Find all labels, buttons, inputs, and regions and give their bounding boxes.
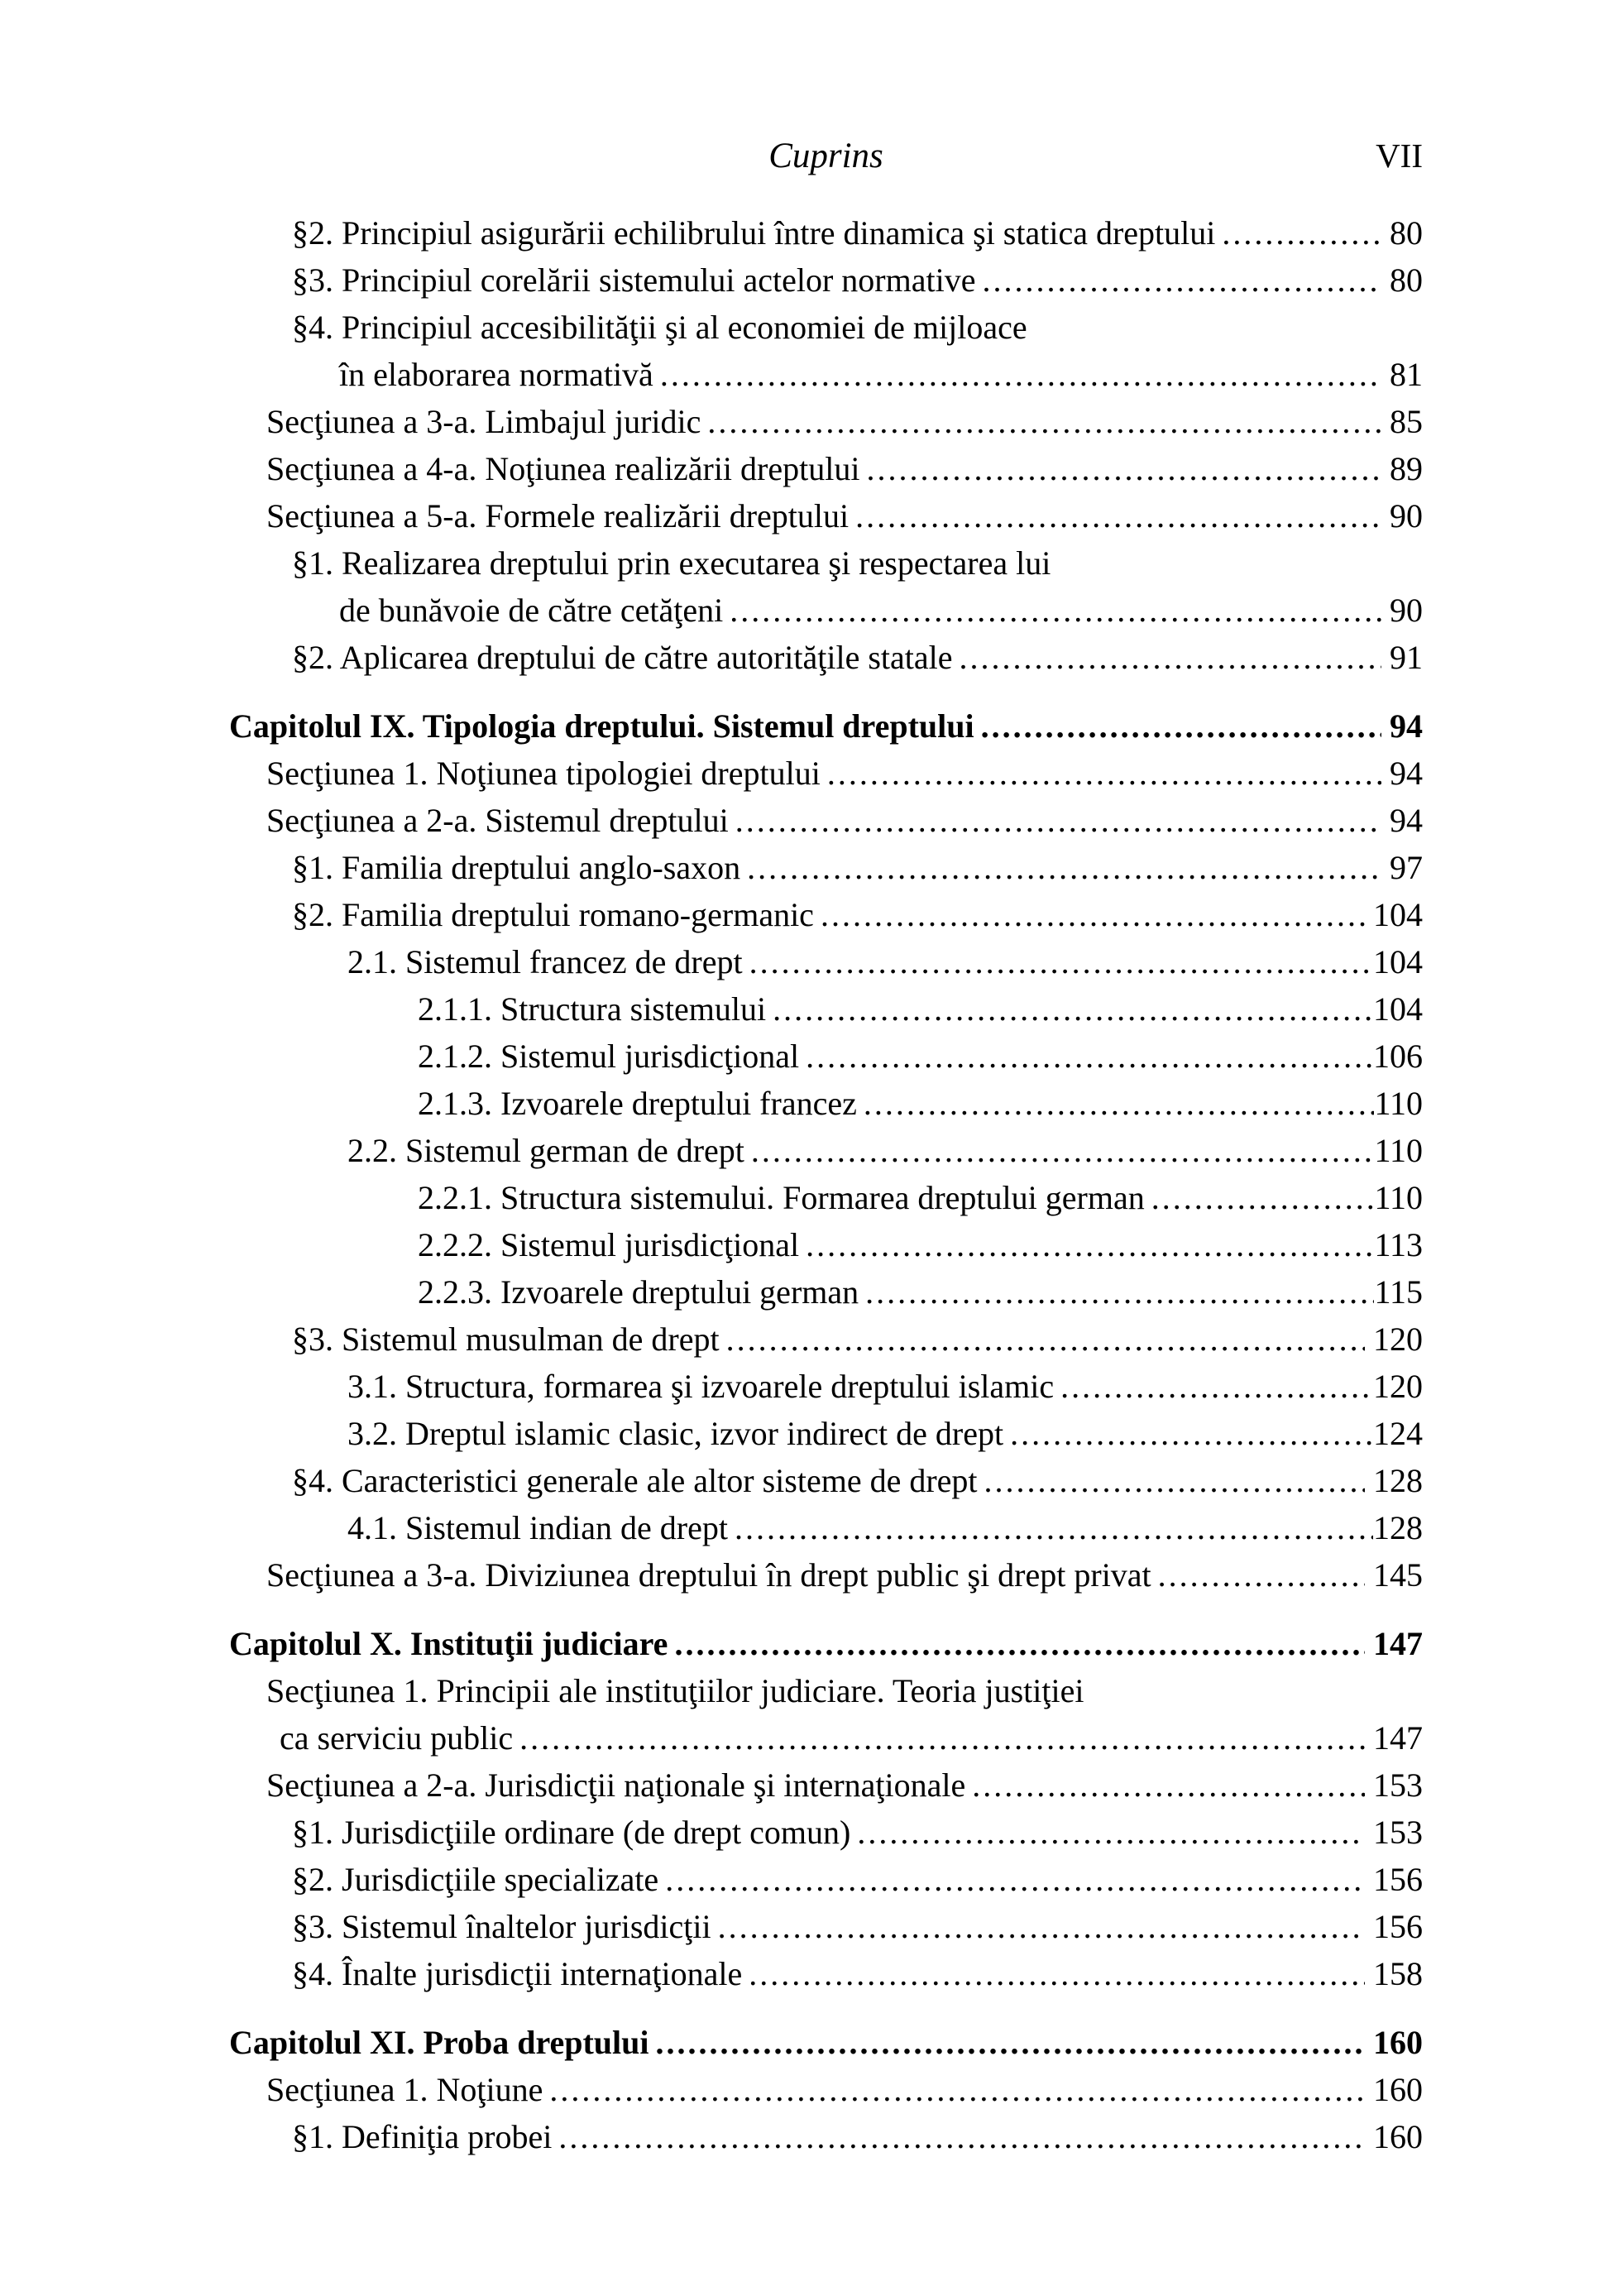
dot-leader — [984, 1457, 1365, 1504]
page-header — [229, 132, 1423, 180]
toc-entry-label: §3. Principiul corelării sistemului actelor normative — [292, 261, 976, 299]
dot-leader — [726, 1316, 1365, 1363]
toc-row — [292, 1457, 1423, 1504]
toc-row — [418, 1221, 1423, 1268]
toc-entry-page: 158 — [1373, 1955, 1423, 1992]
toc-entry-page: 80 — [1390, 261, 1423, 299]
toc-entry-label: §2. Principiul asigurării echilibrului între dinamica şi statica dreptului — [292, 214, 1216, 252]
toc-entry-label: 3.2. Dreptul islamic clasic, izvor indirect de drept — [347, 1415, 1004, 1452]
toc-row — [266, 2066, 1423, 2113]
toc-row — [418, 1033, 1423, 1080]
dot-leader — [1222, 209, 1381, 256]
toc-entry-label: Capitolul IX. Tipologia dreptului. Sistemul dreptului — [229, 707, 974, 745]
dot-leader — [865, 1268, 1374, 1316]
dot-leader — [981, 702, 1381, 750]
dot-leader — [855, 492, 1381, 539]
toc-row — [266, 1667, 1423, 1714]
toc-entry-page: 113 — [1374, 1226, 1423, 1263]
dot-leader — [806, 1221, 1374, 1268]
toc-row — [292, 539, 1423, 587]
toc-entry-label: 3.1. Structura, formarea şi izvoarele dreptului islamic — [347, 1368, 1055, 1405]
toc-entry-page: 104 — [1373, 943, 1423, 980]
toc-row — [292, 209, 1423, 256]
dot-leader — [730, 587, 1381, 634]
toc-entry-label: Secţiunea a 5-a. Formele realizării dreptului — [266, 497, 850, 534]
toc-row — [292, 634, 1423, 681]
toc-entry-page: 104 — [1373, 990, 1423, 1028]
toc-entry-page: 147 — [1373, 1719, 1423, 1757]
toc-row — [266, 445, 1423, 492]
toc-entry-label: §1. Familia dreptului anglo-saxon — [292, 849, 741, 886]
dot-leader — [1010, 1410, 1373, 1457]
toc-entry-label: 2.2.1. Structura sistemului. Formarea dreptului german — [418, 1179, 1145, 1216]
dot-leader — [707, 398, 1381, 445]
toc-row — [292, 1903, 1423, 1950]
toc-entry-label: Capitolul XI. Proba dreptului — [229, 2024, 649, 2061]
dot-leader — [857, 1809, 1365, 1856]
toc-row — [292, 1950, 1423, 1997]
toc-entry-page: 97 — [1390, 849, 1423, 886]
toc-row — [339, 587, 1423, 634]
dot-leader — [1060, 1363, 1373, 1410]
toc-entry-label: Capitolul X. Instituţii judiciare — [229, 1625, 668, 1662]
toc-entry-label: §3. Sistemul înaltelor jurisdicţii — [292, 1908, 711, 1945]
toc-list — [229, 209, 1423, 2160]
toc-row — [292, 844, 1423, 891]
toc-row — [339, 351, 1423, 398]
toc-row — [418, 1080, 1423, 1127]
dot-leader — [1151, 1174, 1375, 1221]
toc-entry-label: Secţiunea a 4-a. Noţiunea realizării dreptului — [266, 450, 860, 487]
toc-entry-label: 2.2.3. Izvoarele dreptului german — [418, 1273, 859, 1311]
toc-entry-label: 2.2. Sistemul german de drept — [347, 1132, 744, 1169]
toc-entry-label: §4. Înalte jurisdicţii internaţionale — [292, 1955, 743, 1992]
toc-entry-page: 160 — [1373, 2024, 1423, 2061]
toc-row — [347, 1127, 1423, 1174]
toc-row — [266, 797, 1423, 844]
toc-entry-page: 156 — [1373, 1908, 1423, 1945]
toc-entry-page: 85 — [1390, 403, 1423, 440]
toc-entry-page: 120 — [1373, 1321, 1423, 1358]
toc-entry-label: 2.1.3. Izvoarele dreptului francez — [418, 1085, 857, 1122]
toc-row — [347, 1504, 1423, 1551]
toc-row — [266, 1762, 1423, 1809]
dot-leader — [751, 1127, 1375, 1174]
toc-entry-page: 153 — [1373, 1814, 1423, 1851]
dot-leader — [735, 1504, 1373, 1551]
dot-leader — [665, 1856, 1365, 1903]
dot-leader — [749, 1950, 1365, 1997]
dot-leader — [749, 938, 1373, 985]
page-number: VII — [1376, 137, 1423, 175]
toc-entry-label: §2. Familia dreptului romano-germanic — [292, 896, 814, 933]
dot-leader — [773, 985, 1373, 1033]
toc-entry-label: 2.1.2. Sistemul jurisdicţional — [418, 1038, 800, 1075]
dot-leader — [519, 1714, 1365, 1762]
toc-row — [292, 256, 1423, 304]
toc-row — [347, 1410, 1423, 1457]
toc-entry-page: 81 — [1390, 356, 1423, 393]
toc-entry-label: Secţiunea a 2-a. Jurisdicţii naţionale şi internaţionale — [266, 1766, 966, 1804]
toc-entry-label: Secţiunea a 2-a. Sistemul dreptului — [266, 802, 729, 839]
toc-row — [418, 1174, 1423, 1221]
toc-entry-label: de bunăvoie de către cetăţeni — [339, 592, 724, 629]
toc-entry-label: 2.1.1. Structura sistemului — [418, 990, 767, 1028]
toc-row — [229, 2019, 1423, 2066]
toc-entry-page: 160 — [1373, 2118, 1423, 2155]
toc-entry-page: 89 — [1390, 450, 1423, 487]
dot-leader — [864, 1080, 1375, 1127]
toc-entry-label: 2.1. Sistemul francez de drept — [347, 943, 743, 980]
toc-entry-label: §1. Jurisdicţiile ordinare (de drept comun) — [292, 1814, 851, 1851]
toc-entry-page: 147 — [1373, 1625, 1423, 1662]
toc-entry-page: 104 — [1373, 896, 1423, 933]
toc-row — [280, 1714, 1423, 1762]
toc-row — [229, 702, 1423, 750]
toc-entry-page: 110 — [1374, 1179, 1423, 1216]
toc-row — [292, 2113, 1423, 2160]
toc-entry-label: în elaborarea normativă — [339, 356, 653, 393]
toc-entry-label: Secţiunea 1. Noţiune — [266, 2071, 543, 2108]
dot-leader — [1158, 1551, 1365, 1599]
toc-entry-page: 128 — [1373, 1462, 1423, 1499]
toc-entry-label: Secţiunea a 3-a. Diviziunea dreptului în drept public şi drept privat — [266, 1556, 1151, 1594]
dot-leader — [827, 750, 1381, 797]
toc-entry-page: 94 — [1390, 755, 1423, 792]
dot-leader — [866, 445, 1381, 492]
toc-entry-label: ca serviciu public — [280, 1719, 514, 1757]
dot-leader — [821, 891, 1365, 938]
toc-row — [266, 492, 1423, 539]
dot-leader — [960, 634, 1381, 681]
toc-entry-page: 115 — [1374, 1273, 1423, 1311]
dot-leader — [674, 1620, 1365, 1667]
toc-row — [292, 1856, 1423, 1903]
toc-entry-label: §2. Jurisdicţiile specializate — [292, 1861, 659, 1898]
toc-entry-label: §1. Realizarea dreptului prin executarea şi respectarea lui — [292, 544, 1051, 582]
dot-leader — [982, 256, 1381, 304]
toc-row — [266, 1551, 1423, 1599]
toc-entry-page: 94 — [1390, 707, 1423, 745]
toc-row — [418, 1268, 1423, 1316]
dot-leader — [656, 2019, 1365, 2066]
toc-entry-label: §3. Sistemul musulman de drept — [292, 1321, 720, 1358]
dot-leader — [747, 844, 1381, 891]
toc-entry-page: 156 — [1373, 1861, 1423, 1898]
toc-row — [292, 1316, 1423, 1363]
toc-entry-label: 4.1. Sistemul indian de drept — [347, 1509, 728, 1546]
dot-leader — [972, 1762, 1365, 1809]
toc-row — [292, 891, 1423, 938]
toc-entry-page: 106 — [1373, 1038, 1423, 1075]
toc-entry-label: §4. Caracteristici generale ale altor sisteme de drept — [292, 1462, 978, 1499]
dot-leader — [660, 351, 1381, 398]
toc-entry-page: 128 — [1373, 1509, 1423, 1546]
dot-leader — [549, 2066, 1365, 2113]
toc-row — [266, 750, 1423, 797]
toc-entry-page: 120 — [1373, 1368, 1423, 1405]
toc-entry-label: 2.2.2. Sistemul jurisdicţional — [418, 1226, 800, 1263]
toc-row — [229, 1620, 1423, 1667]
toc-entry-page: 145 — [1373, 1556, 1423, 1594]
toc-entry-page: 90 — [1390, 497, 1423, 534]
toc-row — [266, 398, 1423, 445]
dot-leader — [806, 1033, 1373, 1080]
toc-entry-label: §4. Principiul accesibilităţii şi al economiei de mijloace — [292, 309, 1027, 346]
toc-entry-page: 91 — [1390, 639, 1423, 676]
dot-leader — [718, 1903, 1365, 1950]
toc-heading: Cuprins — [768, 137, 883, 175]
toc-entry-label: §1. Definiţia probei — [292, 2118, 553, 2155]
toc-entry-page: 94 — [1390, 802, 1423, 839]
toc-entry-page: 110 — [1374, 1085, 1423, 1122]
toc-entry-page: 90 — [1390, 592, 1423, 629]
toc-entry-page: 110 — [1374, 1132, 1423, 1169]
toc-entry-label: Secţiunea 1. Noţiunea tipologiei dreptului — [266, 755, 821, 792]
dot-leader — [558, 2113, 1365, 2160]
toc-row — [292, 1809, 1423, 1856]
toc-entry-label: Secţiunea 1. Principii ale instituţiilor judiciare. Teoria justiţiei — [266, 1672, 1084, 1709]
dot-leader — [735, 797, 1381, 844]
toc-entry-label: Secţiunea a 3-a. Limbajul juridic — [266, 403, 701, 440]
toc-entry-label: §2. Aplicarea dreptului de către autorităţile statale — [292, 639, 953, 676]
toc-entry-page: 153 — [1373, 1766, 1423, 1804]
toc-row — [347, 938, 1423, 985]
toc-row — [292, 304, 1423, 351]
toc-row — [347, 1363, 1423, 1410]
toc-entry-page: 80 — [1390, 214, 1423, 252]
toc-entry-page: 160 — [1373, 2071, 1423, 2108]
toc-entry-page: 124 — [1373, 1415, 1423, 1452]
toc-row — [418, 985, 1423, 1033]
